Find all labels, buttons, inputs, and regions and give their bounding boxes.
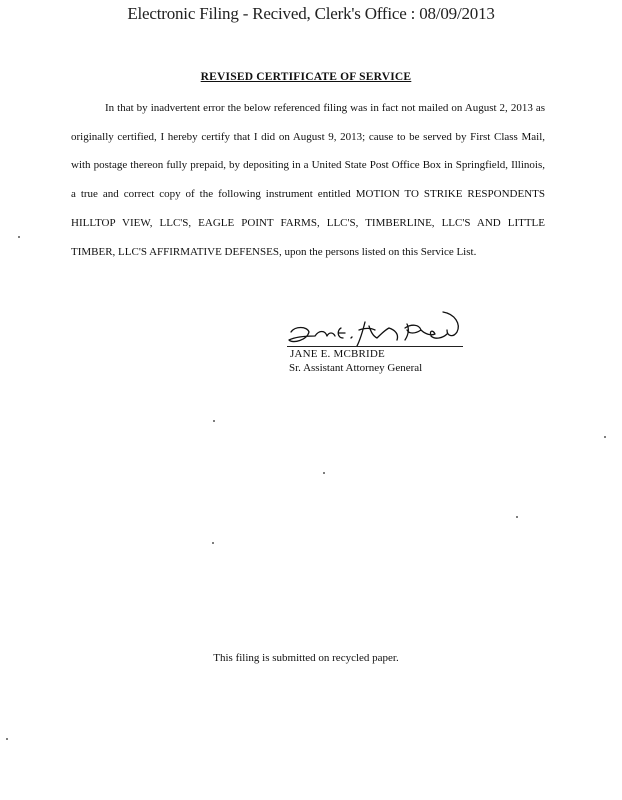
scan-speck — [323, 472, 325, 474]
recycled-paper-note: This filing is submitted on recycled paper. — [213, 652, 399, 664]
scan-speck — [212, 542, 214, 544]
certificate-body-text: In that by inadvertent error the below referenced filing was in fact not mailed on August 2, 2013 as originally certified, I hereby certify that I did on August 9, 2013; cause to be served by First Class Mail, with postage thereon fully prepaid, by depositing in a United State Post Office Box in Springfield, Illinois, a true and correct copy of the following instrument entitled MOTION TO STRIKE RESPONDENTS HILLTOP VIEW, LLC'S, EAGLE POINT FARMS, LLC'S, TIMBERLINE, LLC'S AND LITTLE TIMBER, LLC'S AFFIRMATIVE DEFENSES, upon the persons listed on this Service List. — [71, 102, 545, 258]
scan-speck — [6, 738, 8, 740]
scan-speck — [604, 436, 606, 438]
document-title: REVISED CERTIFICATE OF SERVICE — [200, 71, 412, 83]
handwritten-signature — [285, 300, 465, 350]
signature-block — [285, 300, 465, 380]
scan-speck — [18, 236, 20, 238]
scan-speck — [213, 420, 215, 422]
filing-stamp-header: Electronic Filing - Recived, Clerk's Office : 08/09/2013 — [127, 4, 495, 23]
signer-title: Sr. Assistant Attorney General — [289, 362, 423, 374]
signature-line — [287, 346, 463, 347]
signer-name: JANE E. MCBRIDE — [290, 348, 385, 360]
scan-speck — [516, 516, 518, 518]
